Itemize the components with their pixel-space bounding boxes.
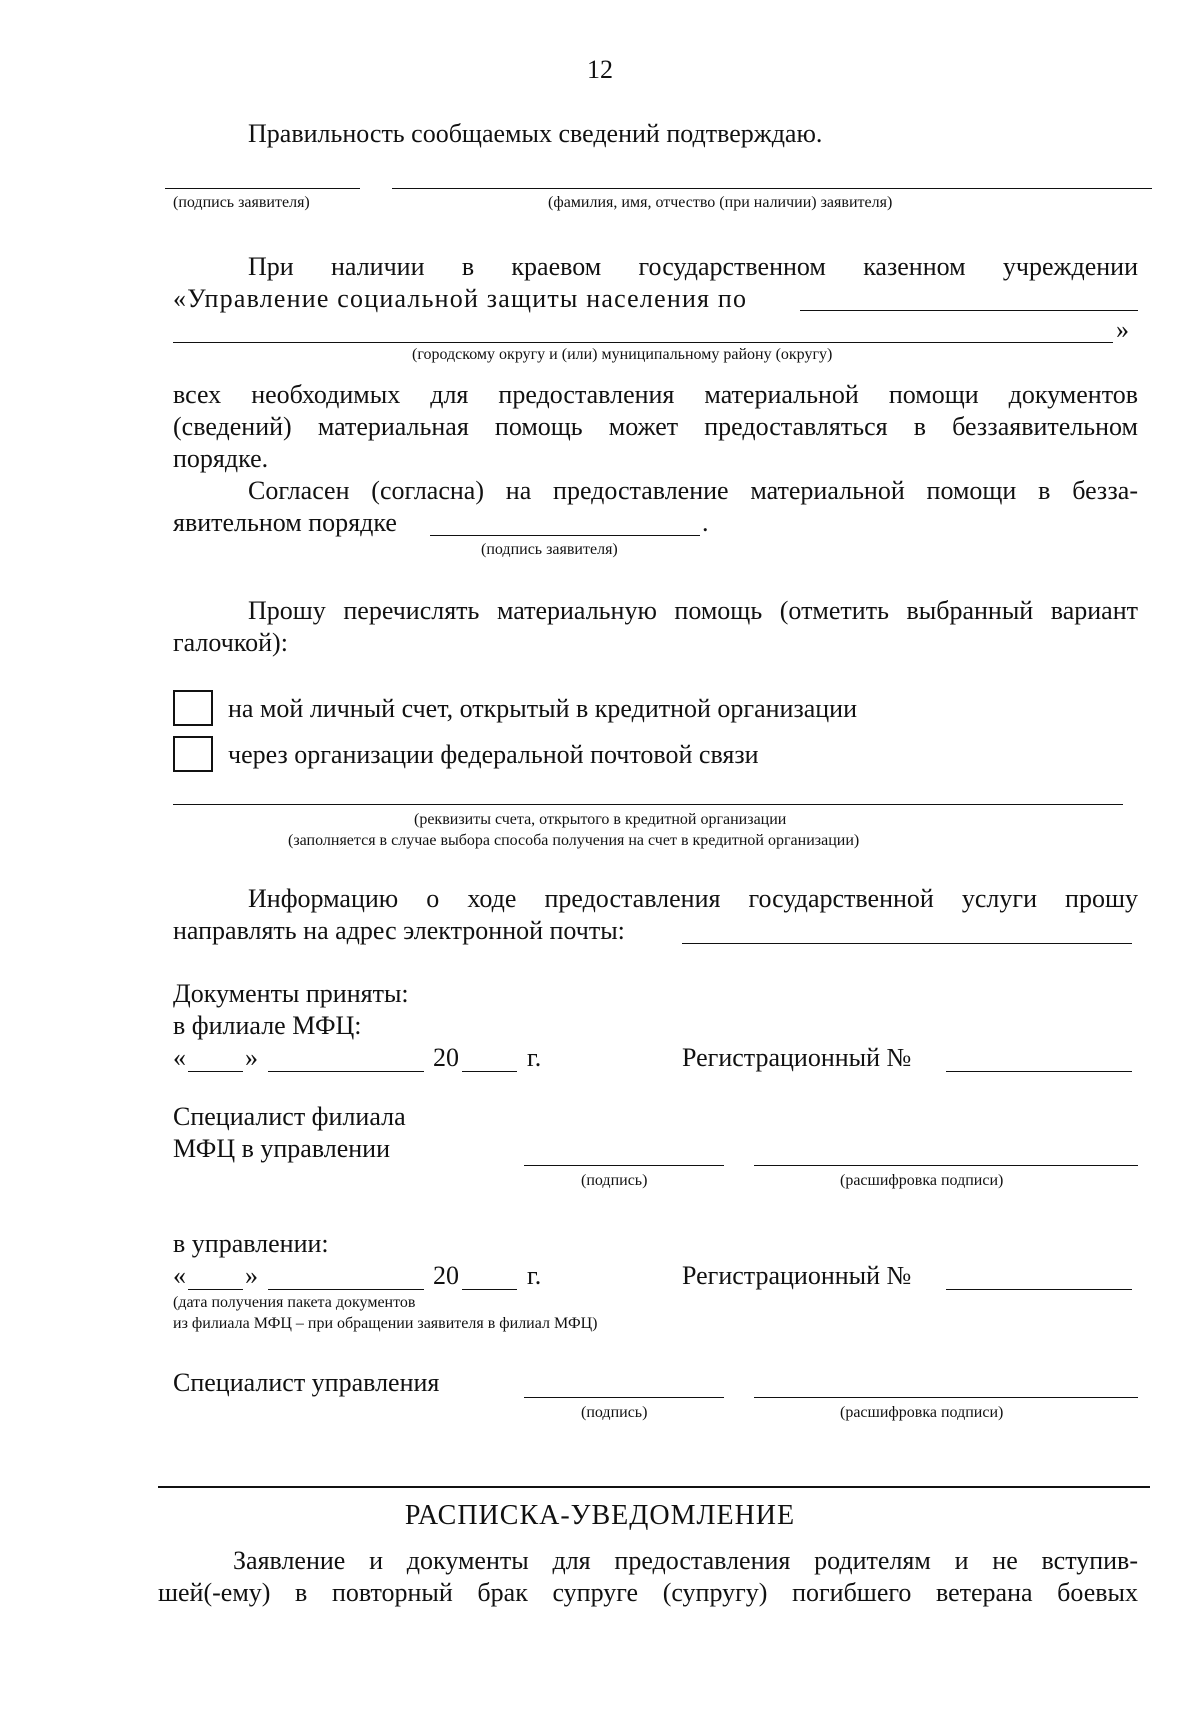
management-decode-label: (расшифровка подписи) — [840, 1404, 1004, 1421]
agree-signature-line[interactable] — [430, 535, 700, 536]
branch-signature-line[interactable] — [524, 1165, 724, 1166]
date2-day-line[interactable] — [188, 1289, 243, 1290]
date1-quote-open: « — [173, 1043, 186, 1072]
page-number: 12 — [587, 55, 613, 84]
para2-line2: (сведений) материальная помощь может предоставляться в беззаявительном — [173, 412, 1138, 441]
para2-line1: всех необходимых для предоставления материальной помощи документов — [173, 380, 1138, 409]
receipt-title: РАСПИСКА-УВЕДОМЛЕНИЕ — [404, 1500, 796, 1531]
date2-year-line[interactable] — [462, 1289, 517, 1290]
specialist-branch-1: Специалист филиала — [173, 1102, 406, 1131]
para1-close-quote: » — [1116, 315, 1129, 344]
para2-line3: порядке. — [173, 444, 269, 473]
reg-number-label-1: Регистрационный № — [682, 1043, 912, 1072]
applicant-signature-line[interactable] — [165, 188, 360, 189]
para1-line2: «Управление социальной защиты населения по — [173, 284, 748, 313]
email-line1: Информацию о ходе предоставления государственной услуги прошу — [248, 884, 1138, 913]
date2-quote-close: » — [245, 1261, 258, 1290]
confirm-text: Правильность сообщаемых сведений подтверждаю. — [248, 119, 823, 148]
receipt-line1: Заявление и документы для предоставления родителям и не вступив- — [233, 1546, 1138, 1575]
agree-signature-label: (подпись заявителя) — [481, 541, 618, 558]
docs-accepted: Документы приняты: — [173, 979, 409, 1008]
option-bank-account-checkbox[interactable] — [173, 690, 213, 726]
receipt-date-label2: из филиала МФЦ – при обращении заявителя в филиал МФЦ) — [173, 1315, 598, 1332]
option-post-label: через организации федеральной почтовой связи — [228, 740, 759, 769]
branch-decode-label: (расшифровка подписи) — [840, 1172, 1004, 1189]
account-label2: (заполняется в случае выбора способа получения на счет в кредитной организации) — [288, 832, 860, 849]
uszn-name-line-2[interactable] — [173, 342, 1113, 343]
date1-day-line[interactable] — [188, 1071, 243, 1072]
date2-month-line[interactable] — [268, 1289, 424, 1290]
management-signature-label: (подпись) — [581, 1404, 648, 1421]
date2-year-suffix: г. — [527, 1261, 542, 1290]
para1-line1: При наличии в краевом государственном казенном учреждении — [248, 252, 1138, 281]
applicant-fio-line[interactable] — [392, 188, 1152, 189]
management-decode-line[interactable] — [754, 1397, 1138, 1398]
reg-number-line-2[interactable] — [946, 1289, 1132, 1290]
reg-number-label-2: Регистрационный № — [682, 1261, 912, 1290]
section-separator — [158, 1486, 1150, 1488]
option-post-checkbox[interactable] — [173, 736, 213, 772]
mfc-branch: в филиале МФЦ: — [173, 1011, 362, 1040]
applicant-signature-label: (подпись заявителя) — [173, 194, 310, 211]
email-input-line[interactable] — [682, 943, 1132, 944]
option-bank-account-label: на мой личный счет, открытый в кредитной организации — [228, 694, 858, 723]
branch-signature-label: (подпись) — [581, 1172, 648, 1189]
agree-line2: явительном порядке — [173, 508, 397, 537]
account-label1: (реквизиты счета, открытого в кредитной организации — [414, 811, 787, 828]
date1-year-suffix: г. — [527, 1043, 542, 1072]
receipt-date-label1: (дата получения пакета документов — [173, 1294, 416, 1311]
date2-year-prefix: 20 — [433, 1261, 459, 1290]
date1-month-line[interactable] — [268, 1071, 424, 1072]
date1-year-line[interactable] — [462, 1071, 517, 1072]
transfer-line2: галочкой): — [173, 628, 288, 657]
reg-number-line-1[interactable] — [946, 1071, 1132, 1072]
applicant-fio-label: (фамилия, имя, отчество (при наличии) заявителя) — [548, 194, 893, 211]
account-details-line[interactable] — [173, 804, 1123, 805]
management-signature-line[interactable] — [524, 1397, 724, 1398]
date1-year-prefix: 20 — [433, 1043, 459, 1072]
email-line2: направлять на адрес электронной почты: — [173, 916, 625, 945]
date1-quote-close: » — [245, 1043, 258, 1072]
uszn-name-line-1[interactable] — [800, 310, 1138, 311]
date2-quote-open: « — [173, 1261, 186, 1290]
transfer-line1: Прошу перечислять материальную помощь (отметить выбранный вариант — [248, 596, 1138, 625]
in-management: в управлении: — [173, 1229, 329, 1258]
receipt-line2: шей(-ему) в повторный брак супруге (супругу) погибшего ветерана боевых — [158, 1578, 1138, 1607]
okrug-label: (городскому округу и (или) муниципальному району (округу) — [412, 346, 833, 363]
specialist-branch-2: МФЦ в управлении — [173, 1134, 391, 1163]
specialist-management: Специалист управления — [173, 1368, 440, 1397]
agree-dot: . — [702, 508, 709, 537]
agree-line1: Согласен (согласна) на предоставление материальной помощи в безза- — [248, 476, 1138, 505]
branch-decode-line[interactable] — [754, 1165, 1138, 1166]
